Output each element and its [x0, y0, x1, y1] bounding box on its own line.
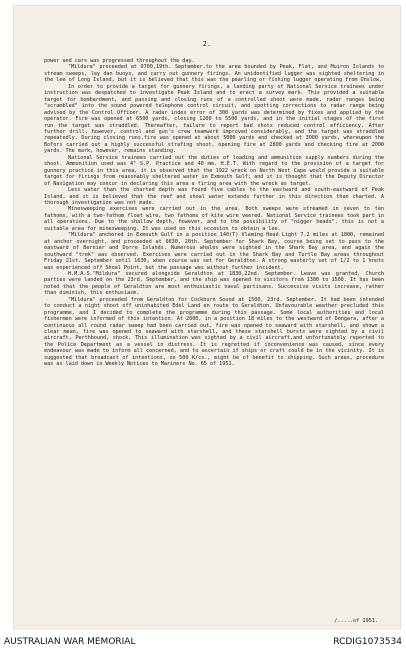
paragraph: Minesweeping exercises were carried out in the area. Both sweeps were streamed in seven to ten fathoms, with a two-fathom float wire, two fathoms of kite wire veered. National Service trainees took part in all operations. Due to the shallow depth, however, and to the possibility of "nigger heads", this is not a suitable area for minesweeping. It was used on this occasion to obtain a lee. — [44, 206, 384, 232]
document-body — [44, 58, 384, 626]
paragraph: Less water than the charted depth was found five cables to the eastward and south-eastward of Peak Island, and it is believed that the reef and shoal water extends further in this direction than charted. A thorough investigation was not made. — [44, 187, 384, 206]
paragraph: "Mildura" proceeded at 0700,19th. September,to the area bounded by Peak, Flat, and Muiron Islands to stream sweeps, lay dan buoys, and carry out gunnery firings. An unidentified lugger was sighted sheltering in the lee of Long Island, but it is believed that this was the pearling or fishing lugger operating from Onslow. — [44, 64, 384, 84]
archive-footer — [0, 630, 406, 654]
paragraph: power and cars was progressed throughout the day. — [44, 58, 195, 64]
paragraph: In order to provide a target for gunnery firings, a landing party of National Service trainees under instruction was despatched to investigate Peak Island and to erect a survey mark. This provided a suitable target for bombardment, and passing and closing runs of a controlled shoot were made, radar ranges being "scrambled" into the sound powered telephone control circuit, and spotting corrections to radar range being advised by the Control Officer. A radar index error of 300 yards was determined by fixes and applied by the operator. Fire was opened at 6500 yards, closing 1200 to 5500 yards, and in the initial stages of the first run the target was straddled. Thereafter, failure to report bad shots reduced control efficiency. After further drill, however, control and gun's crew teamwork improved considerably, and the target was straddled repeatedly. During closing runs,fire was opened at about 5000 yards and checked at 3000 yards, whereupon the Bofors carried out a highly successful strafing shoot, opening fire at 2800 yards and checking fire at 2000 yards. The mark, however, remains standing. — [44, 83, 384, 155]
paragraph: H.M.A.S."Mildura" secured alongside Geraldton at 1830,22nd. September. Leave was granted, Church parties were landed on the 23rd. September, and the ship was opened to visitors from 1300 to 1500. It has been noted that the people of Geraldton are most enthusiastic naval partisans. Successive visits increase, rather than diminish, this enthusiasm. — [44, 270, 384, 297]
footer-source-label: AUSTRALIAN WAR MEMORIAL — [4, 637, 136, 647]
paragraph: "Mildura" proceeded from Geraldton for Cockburn Sound at 1500, 23rd. September. It had been intended to conduct a night shoot off uninhabited Edel Land en route to Geraldton. Unfavourable weather precluded this programme, and I decided to complete the programme during this passage. Some local authorities and local fishermen were informed of this intention. At 2000, in a position 18 miles to the westward of Dongara, after a continuous all round radar sweep had been carried out, fire was opened to seaward with starshell, and shown a clear mean, fire was opened to seaward with starshell, and these starshell bursts were sighted by a civil aircraft, Perthbound, shock. This illumination was sighted by a civil aircraft,and unfortunately reported to the Police Department as a vessel in distress. It is regretted if inconvenience was caused, since every endeavour was made to inform all concerned, and to ascertain if ships or craft could be in the vicinity. It is suggested that broadcast of intentions, on 500 K/cs., might be of benefit to shipping. Such areas, procedure was as laid down in Weekly Notices to Mariners No. 65 of 1951. — [44, 296, 384, 368]
continuation-note: /.....of 1951. — [334, 618, 378, 624]
footer-record-id: RCDIG1073534 — [333, 637, 402, 647]
paragraph: "Mildura" anchored in Exmouth Gulf in a position 140(T) Vlaming Head Light 7.2 miles at 1800, remained at anchor overnight, and proceeded at 0630, 20th. September for Shark Bay, course being set to pass to the eastward of Bernier and Dorre Islands. Numerous whales were sighted in the Shark Bay area, and again the southward "trek" was observed. Exercises were carried out in the Shark Bay and Turtle Bay areas throughout Friday 21st. September until 1630, when course was set for Geraldton. A strong easterly set of 1/2 to 1 knots was experienced off Shoal Point, but the passage was without further incident. — [44, 232, 384, 271]
paragraph: National Service trainees carried out the duties of loading and ammunition supply numbers during the shoot. Ammunition used was 4" S.P. Practice and 40 mm. H.E.T. With regard to the provision of a target for gunnery practice in this area, it is observed that the 1922 wreck on North West Cape would provide a suitable target for firings from reasonably sheltered water in Exmouth Gulf; and it is thought that the Deputy Director of Navigation may concur in declaring this area a firing area with the wreck as target. — [44, 154, 384, 187]
document-page — [14, 6, 400, 630]
page-number: 2. — [202, 40, 212, 48]
